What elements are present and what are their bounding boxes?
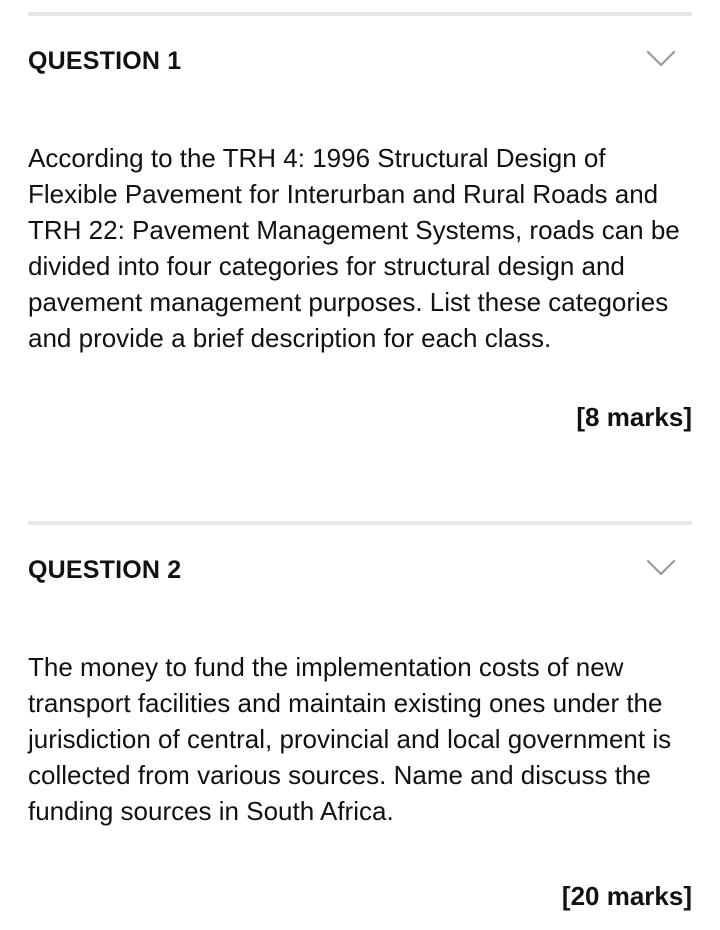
question-1-header[interactable] (28, 32, 692, 90)
section-divider (28, 12, 692, 16)
question-2-section (28, 521, 692, 912)
question-2-header[interactable] (28, 541, 692, 599)
chevron-down-icon[interactable] (646, 50, 676, 68)
question-1-section (28, 12, 692, 433)
question-1-title: QUESTION 1 (28, 46, 182, 75)
section-divider (28, 521, 692, 525)
question-2-text: The money to fund the implementation costs of new transport facilities and maintain existing ones under the jurisdiction of central, provincial and local government is collected from various sources. Name and discuss the funding sources in South Africa. (28, 652, 672, 826)
question-1-marks: [8 marks] (576, 402, 692, 432)
question-2-title: QUESTION 2 (28, 555, 182, 584)
question-1-text: According to the TRH 4: 1996 Structural Design of Flexible Pavement for Interurban and Rural Roads and TRH 22: Pavement Management Systems, roads can be divided into four categories for structural design and pavement management purposes. List these categories and provide a brief description for each class. (28, 143, 680, 353)
question-2-marks: [20 marks] (561, 881, 692, 911)
chevron-down-icon[interactable] (646, 559, 676, 577)
